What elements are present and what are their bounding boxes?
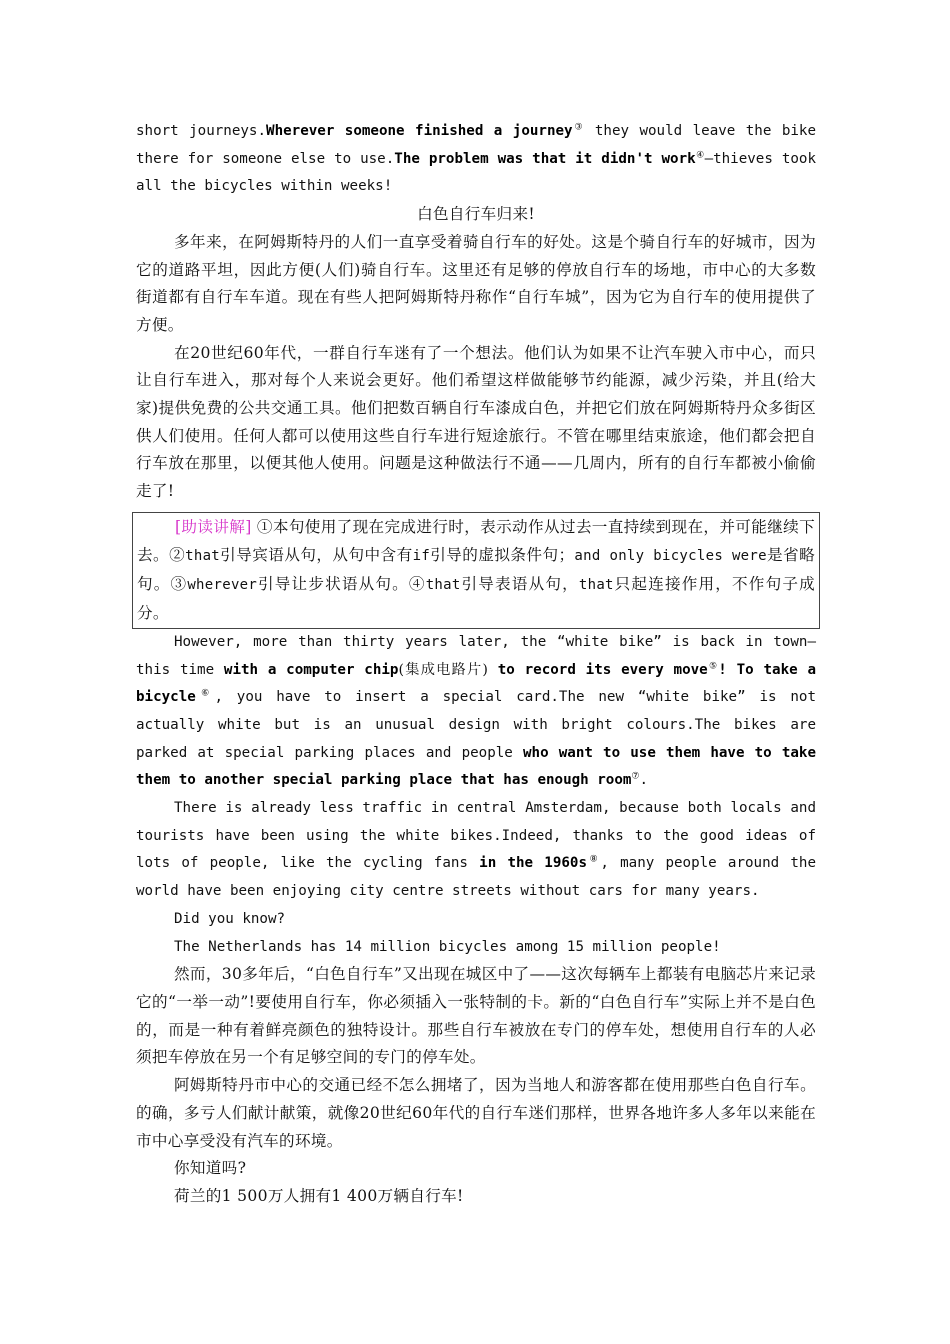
footnote-marker: ③ bbox=[572, 122, 585, 133]
highlighted-phrase: to record its every move bbox=[487, 661, 708, 678]
chinese-paragraph-4: 阿姆斯特丹市中心的交通已经不怎么拥堵了，因为当地人和游客都在使用那些白色自行车。的确，多亏人们献计献策，就像20世纪60年代的自行车迷们那样，世界各地许多人多年以来能在市中心享受没有汽车的环境。 bbox=[136, 1076, 816, 1150]
reading-note bbox=[137, 513, 815, 627]
document-body bbox=[136, 118, 816, 1211]
highlighted-phrase: ! To take a bicycle bbox=[136, 661, 816, 706]
keyword: and only bicycles were bbox=[574, 547, 767, 564]
text-run: 引导让步状语从句。④ bbox=[257, 574, 426, 593]
keyword: wherever bbox=[187, 576, 258, 593]
text-run: —thieves took all the bicycles within weeks! bbox=[136, 150, 817, 195]
footnote-marker: ⑦ bbox=[631, 771, 640, 782]
text-run: short journeys. bbox=[136, 123, 267, 139]
footnote-marker: ④ bbox=[695, 149, 705, 160]
highlighted-phrase: The problem was that it didn't work bbox=[394, 150, 696, 167]
text-run: There is already less traffic in central Amsterdam, because both locals and tourists have been using the white bikes.Indeed, thanks to the good ideas of lots of people, like the cycling fans bbox=[136, 800, 816, 872]
footnote-marker: ⑥ bbox=[195, 688, 215, 699]
keyword: that bbox=[578, 576, 614, 593]
chinese-paragraph-1: 多年来，在阿姆斯特丹的人们一直享受着骑自行车的好处。这是个骑自行车的好城市，因为它的道路平坦，因此方便(人们)骑自行车。这里还有足够的停放自行车的场地，市中心的大多数街道都有自行车车道。现在有些人把阿姆斯特丹称作“自行车城”，因为它为自行车的使用提供了方便。 bbox=[136, 232, 816, 334]
note-tag: [助读讲解] bbox=[175, 517, 252, 536]
english-paragraph-1 bbox=[136, 118, 816, 201]
text-run: they would leave the bike there for someone else to use. bbox=[136, 123, 816, 167]
highlighted-phrase: in the 1960s bbox=[479, 855, 587, 872]
english-paragraph-3 bbox=[136, 795, 816, 906]
text-run: 只起连接作用，不作句子成分。 bbox=[137, 574, 815, 622]
english-paragraph-2 bbox=[136, 629, 816, 795]
chinese-paragraph-2: 在20世纪60年代，一群自行车迷有了一个想法。他们认为如果不让汽车驶入市中心，而只让自行车进入，那对每个人来说会更好。他们希望这样做能够节约能源，减少污染，并且(给大家)提供免费的公共交通工具。他们把数百辆自行车漆成白色，并把它们放在阿姆斯特丹众多街区供人们使用。任何人都可以使用这些自行车进行短途旅行。不管在哪里结束旅途，他们都会把自行车放在那里，以便其他人使用。问题是这种做法行不通——几周内，所有的自行车都被小偷偷走了! bbox=[136, 343, 816, 501]
highlighted-phrase: who want to use them have to take them to another special parking place that has enough room bbox=[136, 744, 816, 789]
chinese-paragraph-3: 然而，30多年后，“白色自行车”又出现在城区中了——这次每辆车上都装有电脑芯片来记录它的“一举一动”!要使用自行车，你必须插入一张特制的卡。新的“白色自行车”实际上并不是白色的，而是一种有着鲜亮颜色的独特设计。那些自行车被放在专门的停车处，想使用自行车的人必须把车停放在另一个有足够空间的专门的停车处。 bbox=[136, 965, 816, 1067]
keyword: that bbox=[425, 576, 461, 593]
chinese-fact: 荷兰的1 500万人拥有1 400万辆自行车! bbox=[174, 1186, 464, 1205]
text-run: 引导表语从句， bbox=[460, 574, 579, 593]
text-run: , many people around the world have been enjoying city centre streets without cars for many years. bbox=[136, 855, 816, 900]
keyword: that bbox=[185, 547, 221, 564]
english-fact: The Netherlands has 14 million bicycles among 15 million people! bbox=[174, 938, 721, 955]
reading-note-box bbox=[132, 512, 820, 629]
gloss: (集成电路片) bbox=[398, 661, 488, 678]
chinese-did-you-know: 你知道吗? bbox=[174, 1159, 247, 1178]
footnote-marker: ⑤ bbox=[707, 660, 719, 671]
text-run: However, more than thirty years later, the “white bike” is back in town—this time bbox=[136, 633, 816, 678]
english-did-you-know: Did you know? bbox=[174, 910, 286, 927]
footnote-marker: ⑧ bbox=[586, 854, 601, 865]
highlighted-phrase: Wherever someone finished a journey bbox=[266, 123, 573, 139]
text-run: , you have to insert a special card.The new “white bike” is not actually white but is an unusual design with bright colours.The bikes are parked at special parking places and people bbox=[136, 689, 816, 761]
keyword: if bbox=[412, 547, 431, 564]
chinese-title: 白色自行车归来! bbox=[417, 205, 535, 224]
highlighted-phrase: with a computer chip bbox=[223, 661, 399, 678]
text-run: 引导宾语从句，从句中含有 bbox=[220, 545, 413, 564]
text-run: . bbox=[639, 772, 649, 789]
text-run: ①本句使用了现在完成进行时，表示动作从过去一直持续到现在，并可能继续下去。② bbox=[137, 517, 815, 564]
text-run: 引导的虚拟条件句； bbox=[430, 545, 575, 564]
text-run: 是省略句。③ bbox=[137, 545, 815, 593]
